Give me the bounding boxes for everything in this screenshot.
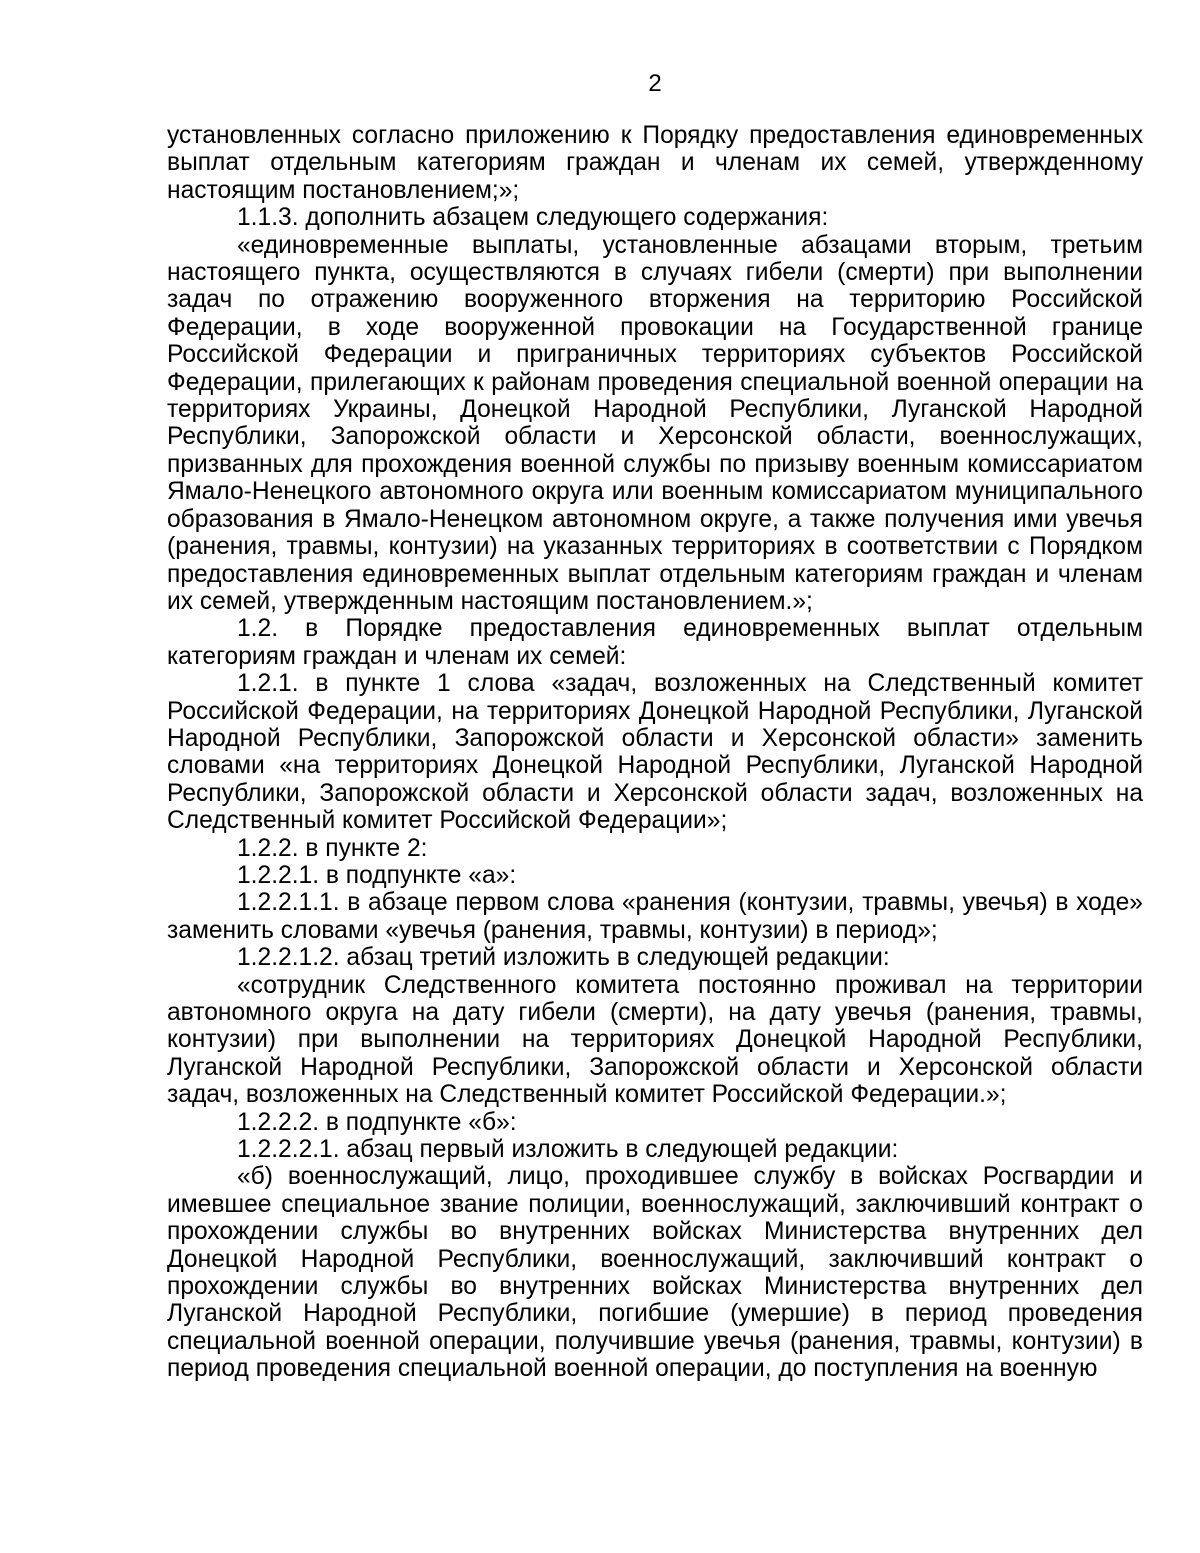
paragraph: 1.2.1. в пункте 1 слова «задач, возложенных на Следственный комитет Российской Федерации, на территориях Донецкой Народной Республики, Луганской Народной Республики, Запорожской области и Херсонской области» заменить словами «на территориях Донецкой Народной Республики, Луганской Народной Республики, Запорожской области и Херсонской области задач, возложенных на Следственный комитет Российской Федерации»;	[167, 670, 1143, 835]
paragraph: 1.2.2.1.1. в абзаце первом слова «ранения (контузии, травмы, увечья) в ходе» заменить словами «увечья (ранения, травмы, контузии) в период»;	[167, 889, 1143, 944]
page-number: 2	[648, 70, 662, 97]
paragraph: «единовременные выплаты, установленные абзацами вторым, третьим настоящего пункта, осуществляются в случаях гибели (смерти) при выполнении задач по отражению вооруженного вторжения на территорию Российской Федерации, в ходе вооруженной провокации на Государственной границе Российской Федерации и приграничных территориях субъектов Российской Федерации, прилегающих к районам проведения специальной военной операции на территориях Украины, Донецкой Народной Республики, Луганской Народной Республики, Запорожской области и Херсонской области, военнослужащих, призванных для прохождения военной службы по призыву военным комиссариатом Ямало-Ненецкого автономного округа или военным комиссариатом муниципального образования в Ямало-Ненецком автономном округе, а также получения ими увечья (ранения, травмы, контузии) на указанных территориях в соответствии с Порядком предоставления единовременных выплат отдельным категориям граждан и членам их семей, утвержденным настоящим постановлением.»;	[167, 231, 1143, 615]
paragraph: «б) военнослужащий, лицо, проходившее службу в войсках Росгвардии и имевшее специальное звание полиции, военнослужащий, заключивший контракт о прохождении службы во внутренних войсках Министерства внутренних дел Донецкой Народной Республики, военнослужащий, заключивший контракт о прохождении службы во внутренних войсках Министерства внутренних дел Луганской Народной Республики, погибшие (умершие) в период проведения специальной военной операции, получившие увечья (ранения, травмы, контузии) в период проведения специальной военной операции, до поступления на военную	[167, 1163, 1143, 1383]
paragraph: 1.2. в Порядке предоставления единовременных выплат отдельным категориям граждан и членам их семей:	[167, 615, 1143, 670]
paragraph: 1.2.2. в пункте 2:	[237, 834, 428, 862]
paragraph: 1.2.2.2. в подпункте «б»:	[237, 1108, 517, 1136]
paragraph: 1.2.2.2.1. абзац первый изложить в следующей редакции:	[237, 1136, 899, 1164]
paragraph: установленных согласно приложению к Порядку предоставления единовременных выплат отдельным категориям граждан и членам их семей, утвержденному настоящим постановлением;»;	[167, 122, 1143, 204]
paragraph: 1.1.3. дополнить абзацем следующего содержания:	[237, 204, 829, 232]
document-body	[167, 122, 1143, 1383]
paragraph: 1.2.2.1. в подпункте «а»:	[237, 861, 517, 889]
paragraph: 1.2.2.1.2. абзац третий изложить в следующей редакции:	[237, 944, 890, 972]
paragraph: «сотрудник Следственного комитета постоянно проживал на территории автономного округа на дату гибели (смерти), на дату увечья (ранения, травмы, контузии) при выполнении на территориях Донецкой Народной Республики, Луганской Народной Республики, Запорожской области и Херсонской области задач, возложенных на Следственный комитет Российской Федерации.»;	[167, 971, 1143, 1109]
